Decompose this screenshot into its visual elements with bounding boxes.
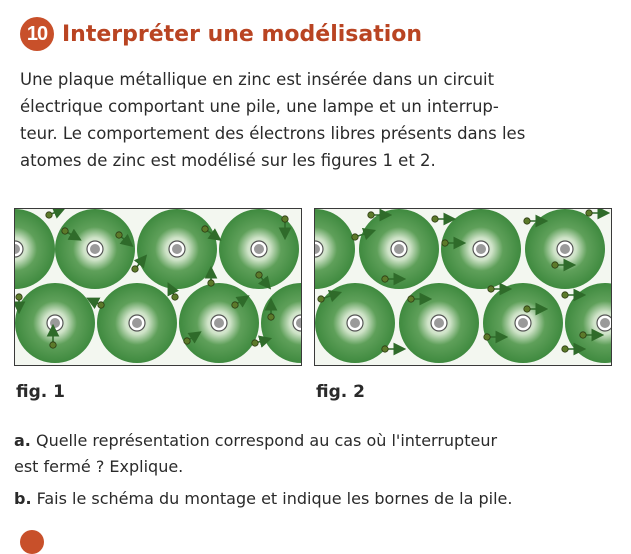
next-exercise-badge xyxy=(20,530,44,554)
figure-1-svg xyxy=(15,209,301,365)
intro-paragraph xyxy=(20,66,620,174)
zinc-atom xyxy=(137,209,217,289)
zinc-atom xyxy=(441,209,521,289)
free-electron xyxy=(432,216,453,222)
figure-2-svg xyxy=(315,209,611,365)
zinc-atom xyxy=(483,283,563,363)
question-a xyxy=(14,428,624,480)
free-electron xyxy=(382,346,403,352)
zinc-atom xyxy=(179,283,259,363)
zinc-atom xyxy=(399,283,479,363)
question-b xyxy=(14,486,624,512)
figure-1-label: fig. 1 xyxy=(16,382,65,402)
exercise-title: Interpréter une modélisation xyxy=(62,21,423,47)
question-a-text: Quelle représentation correspond au cas où l'interrupteur xyxy=(35,431,498,450)
free-electron xyxy=(586,210,607,216)
zinc-atom xyxy=(359,209,439,289)
question-a-text-continued: est fermé ? Explique. xyxy=(14,457,184,476)
figure-1-illustration xyxy=(14,208,302,366)
intro-line: électrique comportant une pile, une lampe et un interrup- xyxy=(20,97,499,116)
free-electron xyxy=(46,209,63,218)
intro-line: atomes de zinc est modélisé sur les figures 1 et 2. xyxy=(20,151,436,170)
zinc-atom xyxy=(97,283,177,363)
zinc-atom xyxy=(15,209,55,289)
zinc-atom xyxy=(15,283,95,363)
question-b-letter: b. xyxy=(14,489,32,508)
intro-line: Une plaque métallique en zinc est insérée dans un circuit xyxy=(20,70,495,89)
question-b-text: Fais le schéma du montage et indique les bornes de la pile. xyxy=(36,489,513,508)
zinc-atom xyxy=(55,209,135,289)
exercise-title-row xyxy=(20,16,422,52)
figure-2-label: fig. 2 xyxy=(316,382,365,402)
intro-line: teur. Le comportement des électrons libres présents dans les xyxy=(20,124,526,143)
figure-2-illustration xyxy=(314,208,612,366)
question-a-letter: a. xyxy=(14,431,31,450)
zinc-atom xyxy=(315,209,355,289)
exercise-number-badge: 10 xyxy=(20,17,54,51)
zinc-atom xyxy=(261,283,301,363)
